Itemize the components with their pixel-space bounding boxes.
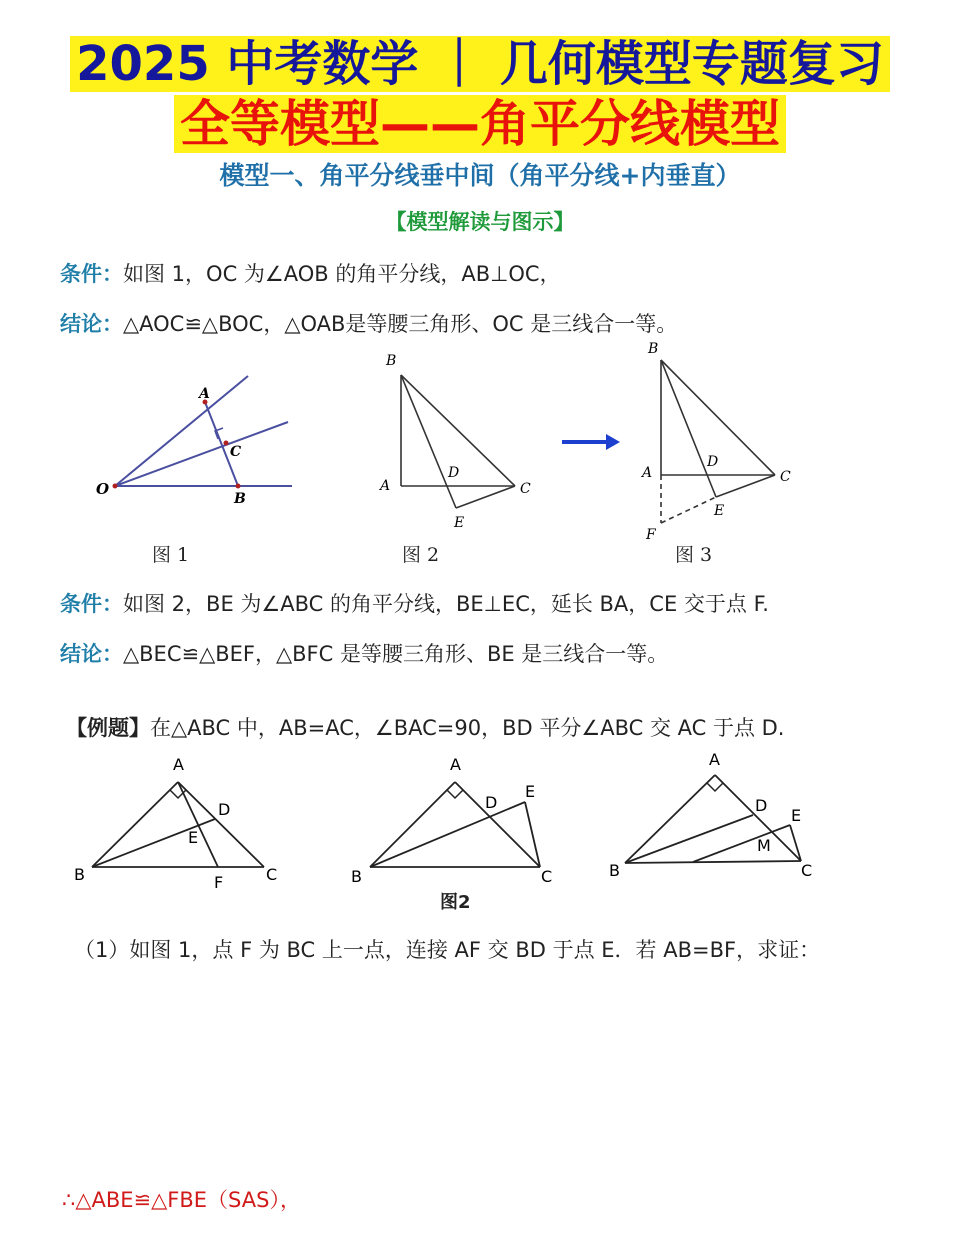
exfig3-label-d: D: [755, 796, 768, 815]
fig1-ray-oc: [115, 422, 288, 486]
title-line-1-text: 2025 中考数学 ｜ 几何模型专题复习: [70, 36, 890, 92]
exfig3-segment-bd: [625, 815, 753, 863]
conclusion-1-text: △AOC≌△BOC，△OAB是等腰三角形、OC 是三线合一等。: [123, 312, 678, 336]
exfig2-label-c: C: [541, 867, 553, 886]
exfig1-label-f: F: [214, 873, 224, 890]
exfig2-label-a: A: [450, 755, 461, 774]
exfig1-segment-ba: [92, 782, 178, 867]
fig1-label-b: B: [234, 491, 246, 507]
conclusion-2-label: 结论：: [60, 642, 123, 666]
model-subtitle: 模型一、角平分线垂中间（角平分线+内垂直）: [219, 161, 741, 190]
exfig3-label-b: B: [609, 861, 620, 880]
exfig3-segment-bc: [625, 861, 801, 863]
fig2-caption: 图 2: [402, 544, 440, 566]
fig3-label-b: B: [648, 341, 659, 357]
fig3-segment-ec: [716, 475, 775, 497]
exfig1-label-e: E: [188, 828, 199, 847]
fig3-label-e: E: [714, 503, 725, 519]
example-statement: [66, 712, 784, 742]
example-figure-2: [345, 750, 565, 890]
conclusion-2: [60, 638, 668, 668]
conclusion-1-label: 结论：: [60, 312, 123, 336]
figure-2: [370, 345, 540, 535]
fig3-segment-be: [661, 360, 719, 497]
exfig2-label-e: E: [525, 782, 536, 801]
condition-1-text: 如图 1，OC 为∠AOB 的角平分线，AB⊥OC，: [123, 262, 561, 286]
fig1-ray-oa: [115, 376, 248, 486]
fig2-label-b: B: [386, 353, 397, 369]
exfig3-label-e: E: [791, 806, 802, 825]
condition-2-label: 条件：: [60, 592, 123, 616]
fig3-label-d: D: [707, 454, 719, 470]
fig3-segment-fe-dashed: [661, 497, 716, 523]
example-figure-1: [70, 750, 290, 890]
exfig3-segment-ba: [625, 775, 715, 863]
fig1-point-c: [224, 441, 229, 446]
fig3-caption: 图 3: [675, 544, 713, 566]
condition-2: [60, 588, 769, 618]
section-tag: 【模型解读与图示】: [385, 210, 575, 234]
exfig3-segment-fe: [693, 825, 790, 862]
exfig3-right-angle: [707, 783, 723, 791]
fig2-label-e: E: [454, 515, 465, 531]
fig1-label-a: A: [199, 386, 210, 402]
exfig3-label-a: A: [709, 750, 720, 769]
exfig3-label-m: M: [757, 836, 771, 855]
exfig2-segment-be: [370, 802, 525, 867]
conclusion-2-text: △BEC≌△BEF，△BFC 是等腰三角形、BE 是三线合一等。: [123, 642, 669, 666]
fig1-label-c: C: [230, 444, 242, 460]
title-line-2: [0, 94, 960, 154]
example-text: 在△ABC 中，AB=AC，∠BAC=90，BD 平分∠ABC 交 AC 于点 D.: [150, 716, 785, 740]
fig3-label-c: C: [780, 469, 791, 485]
fig3-label-f: F: [646, 527, 656, 543]
exfig3-label-c: C: [801, 861, 813, 880]
fig1-label-o: O: [96, 480, 110, 498]
exfig2-label-b: B: [351, 867, 362, 886]
fig2-segment-ec: [456, 486, 515, 508]
fig2-segment-be: [401, 375, 456, 508]
fig1-point-o: [113, 484, 118, 489]
arrow-icon: [560, 430, 624, 454]
fig2-label-d: D: [448, 465, 460, 481]
exfig1-label-b: B: [74, 865, 85, 884]
fig3-label-a: A: [642, 465, 653, 481]
fig1-caption: 图 1: [152, 544, 190, 566]
condition-1-label: 条件：: [60, 262, 123, 286]
exfig2-segment-ec: [525, 802, 540, 867]
exfig1-label-a: A: [173, 755, 184, 774]
exfig1-segment-af: [178, 782, 218, 867]
figure-3: [640, 335, 800, 545]
exfig1-label-d: D: [218, 800, 231, 819]
exfig1-segment-ac: [178, 782, 264, 867]
condition-1: [60, 258, 561, 288]
figure-1: [90, 360, 310, 520]
example-figure-3: [605, 745, 835, 895]
exfig2-right-angle: [447, 790, 463, 798]
title-line-1: [0, 34, 960, 94]
exfig1-label-c: C: [266, 865, 278, 884]
exfig2-caption: 图2: [440, 892, 471, 913]
title-line-2-text: 全等模型——角平分线模型: [174, 95, 786, 153]
fig2-label-a: A: [380, 478, 391, 494]
exfig2-label-d: D: [485, 793, 498, 812]
exfig2-segment-ba: [370, 782, 455, 867]
question-1: （1）如图 1，点 F 为 BC 上一点，连接 AF 交 BD 于点 E．若 AB=BF，求证：: [74, 938, 821, 962]
fig2-label-c: C: [520, 481, 531, 497]
example-label: 【例题】: [66, 716, 150, 740]
condition-2-text: 如图 2，BE 为∠ABC 的角平分线，BE⊥EC，延长 BA，CE 交于点 F.: [123, 592, 769, 616]
answer-line: ∴△ABE≌△FBE（SAS），: [62, 1188, 301, 1212]
conclusion-1: [60, 308, 677, 338]
fig1-point-b: [236, 484, 241, 489]
